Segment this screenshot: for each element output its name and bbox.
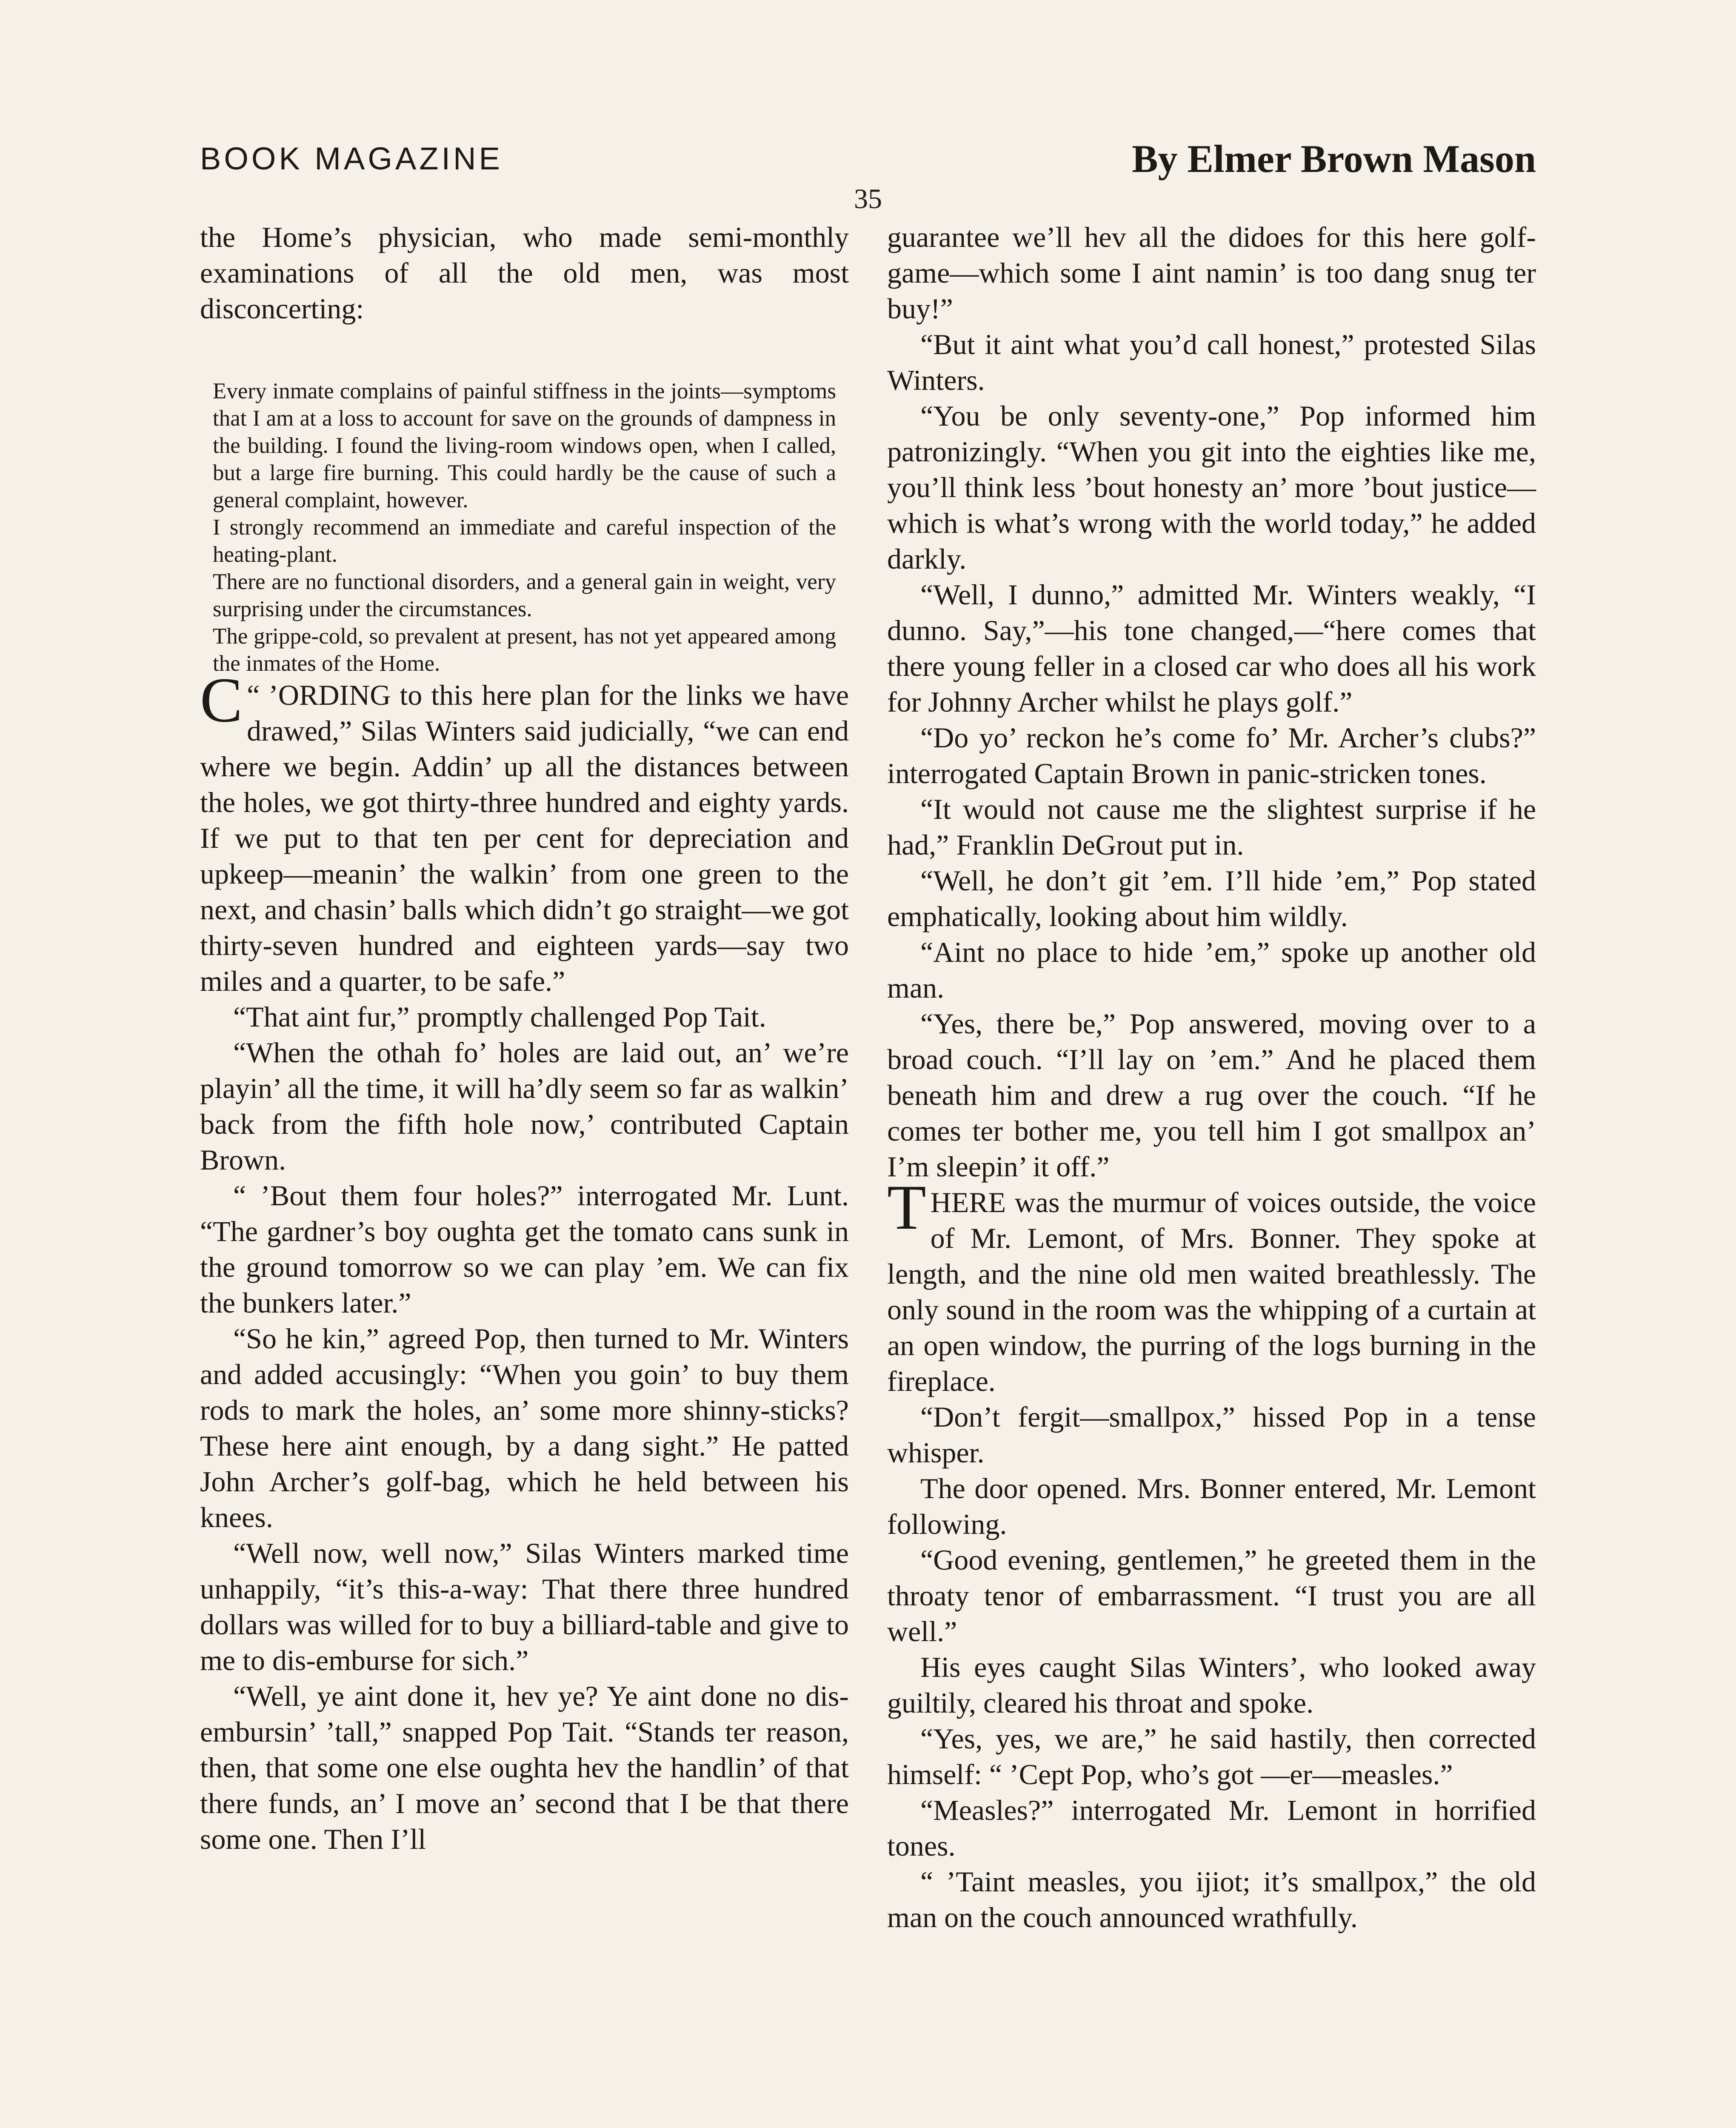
intro-paragraph: the Home’s physician, who made semi-monthly examinations of all the old men, was most disconcerting:: [200, 221, 849, 325]
body-paragraph: “Well, ye aint done it, hev ye? Ye aint done no dis-embursin’ ’tall,” snapped Pop Tait. “Stands ter reason, then, that some one else oughta hev the handlin’ of that there funds, an’ I move an’ second that I be that there some one. Then I’ll: [200, 1680, 849, 1855]
body-paragraph: “Do yo’ reckon he’s come fo’ Mr. Archer’s clubs?” interrogated Captain Brown in panic-stricken tones.: [887, 721, 1536, 789]
report-paragraph: I strongly recommend an immediate and careful inspection of the heating-plant.: [213, 515, 836, 567]
section-opening-paragraph: [200, 665, 849, 999]
body-paragraph: “Yes, there be,” Pop answered, moving over to a broad couch. “I’ll lay on ’em.” And he placed them beneath him and drew a rug over the couch. “If he comes ter bother me, you tell him I got smallpox an’ I’m sleepin’ it off.”: [887, 1007, 1536, 1183]
body-paragraph: “Well, I dunno,” admitted Mr. Winters weakly, “I dunno. Say,”—his tone changed,—“here comes that there young feller in a closed car who does all his work for Johnny Archer whilst he plays golf.”: [887, 578, 1536, 718]
running-head: [200, 136, 1536, 187]
body-paragraph: “Well now, well now,” Silas Winters marked time unhappily, “it’s this-a-way: That there three hundred dollars was willed for to buy a billiard-table and give to me to dis-emburse for sich.”: [200, 1537, 849, 1676]
drop-cap: C: [200, 665, 243, 735]
section-opening-paragraph: [887, 1172, 1536, 1399]
body-paragraph: “Measles?” interrogated Mr. Lemont in horrified tones.: [887, 1794, 1536, 1862]
right-column: [887, 219, 1536, 1935]
body-paragraph: “When the othah fo’ holes are laid out, an’ we’re playin’ all the time, it will ha’dly seem so far as walkin’ back from the fifth hole now,’ contributed Captain Brown.: [200, 1036, 849, 1176]
body-paragraph: “Good evening, gentlemen,” he greeted them in the throaty tenor of embarrassment. “I trust you are all well.”: [887, 1544, 1536, 1647]
body-paragraph: “But it aint what you’d call honest,” protested Silas Winters.: [887, 328, 1536, 396]
report-paragraph: The grippe-cold, so prevalent at present, has not yet appeared among the inmates of the Home.: [213, 624, 836, 676]
report-paragraph: There are no functional disorders, and a general gain in weight, very surprising under the circumstances.: [213, 569, 836, 621]
magazine-title: BOOK MAGAZINE: [200, 141, 503, 176]
body-paragraph: “ ’Taint measles, you ijiot; it’s smallpox,” the old man on the couch announced wrathfully.: [887, 1865, 1536, 1934]
body-paragraph: “Don’t fergit—smallpox,” hissed Pop in a tense whisper.: [887, 1401, 1536, 1469]
body-paragraph: “You be only seventy-one,” Pop informed him patronizingly. “When you git into the eighties like me, you’ll think less ’bout honesty an’ more ’bout justice—which is what’s wrong with the world today,” he added darkly.: [887, 400, 1536, 575]
body-paragraph: “Yes, yes, we are,” he said hastily, then corrected himself: “ ’Cept Pop, who’s got —er—measles.”: [887, 1722, 1536, 1790]
continued-paragraph: guarantee we’ll hev all the didoes for this here golf-game—which some I aint namin’ is too dang snug ter buy!”: [887, 221, 1536, 325]
body-paragraph: His eyes caught Silas Winters’, who looked away guiltily, cleared his throat and spoke.: [887, 1651, 1536, 1719]
body-paragraph: “Aint no place to hide ’em,” spoke up another old man.: [887, 936, 1536, 1004]
opening-quote: “ ’: [247, 679, 278, 711]
opening-text: ORDING to this here plan for the links we have drawed,” Silas Winters said judicially, “we can end where we begin. Addin’ up all the distances between the holes, we got thirty-three hundred and eighty yards. If we put to that ten per cent for depreciation and upkeep—meanin’ the walkin’ from one green to the next, and chasin’ balls which didn’t go straight—we got thirty-seven hundred and eighteen yards—say two miles and a quarter, to be safe.”: [200, 679, 849, 997]
body-paragraph: “That aint fur,” promptly challenged Pop Tait.: [233, 1001, 766, 1033]
opening-text: HERE was the murmur of voices outside, the voice of Mr. Lemont, of Mrs. Bonner. They spoke at length, and the nine old men waited breathlessly. The only sound in the room was the whipping of a curtain at an open window, the purring of the logs burning in the fireplace.: [887, 1186, 1536, 1397]
report-paragraph: Every inmate complains of painful stiffness in the joints—symptoms that I am at a loss to account for save on the grounds of dampness in the building. I found the living-room windows open, when I called, but a large fire burning. This could hardly be the cause of such a general complaint, however.: [213, 379, 836, 512]
body-paragraph: The door opened. Mrs. Bonner entered, Mr. Lemont following.: [887, 1472, 1536, 1540]
body-paragraph: “So he kin,” agreed Pop, then turned to Mr. Winters and added accusingly: “When you goin’ to buy them rods to mark the holes, an’ some more shinny-sticks? These here aint enough, by a dang sight.” He patted John Archer’s golf-bag, which he held between his knees.: [200, 1322, 849, 1533]
body-paragraph: “It would not cause me the slightest surprise if he had,” Franklin DeGrout put in.: [887, 793, 1536, 861]
page-number: 35: [854, 183, 882, 215]
left-column: [200, 219, 849, 1857]
author-byline: By Elmer Brown Mason: [1132, 137, 1536, 180]
drop-cap: T: [887, 1172, 926, 1243]
body-paragraph: “Well, he don’t git ’em. I’ll hide ’em,” Pop stated emphatically, looking about him wildly.: [887, 864, 1536, 932]
physician-report: [200, 378, 849, 677]
body-paragraph: “ ’Bout them four holes?” interrogated Mr. Lunt. “The gardner’s boy oughta get the tomato cans sunk in the ground tomorrow so we can play ’em. We can fix the bunkers later.”: [200, 1179, 849, 1319]
